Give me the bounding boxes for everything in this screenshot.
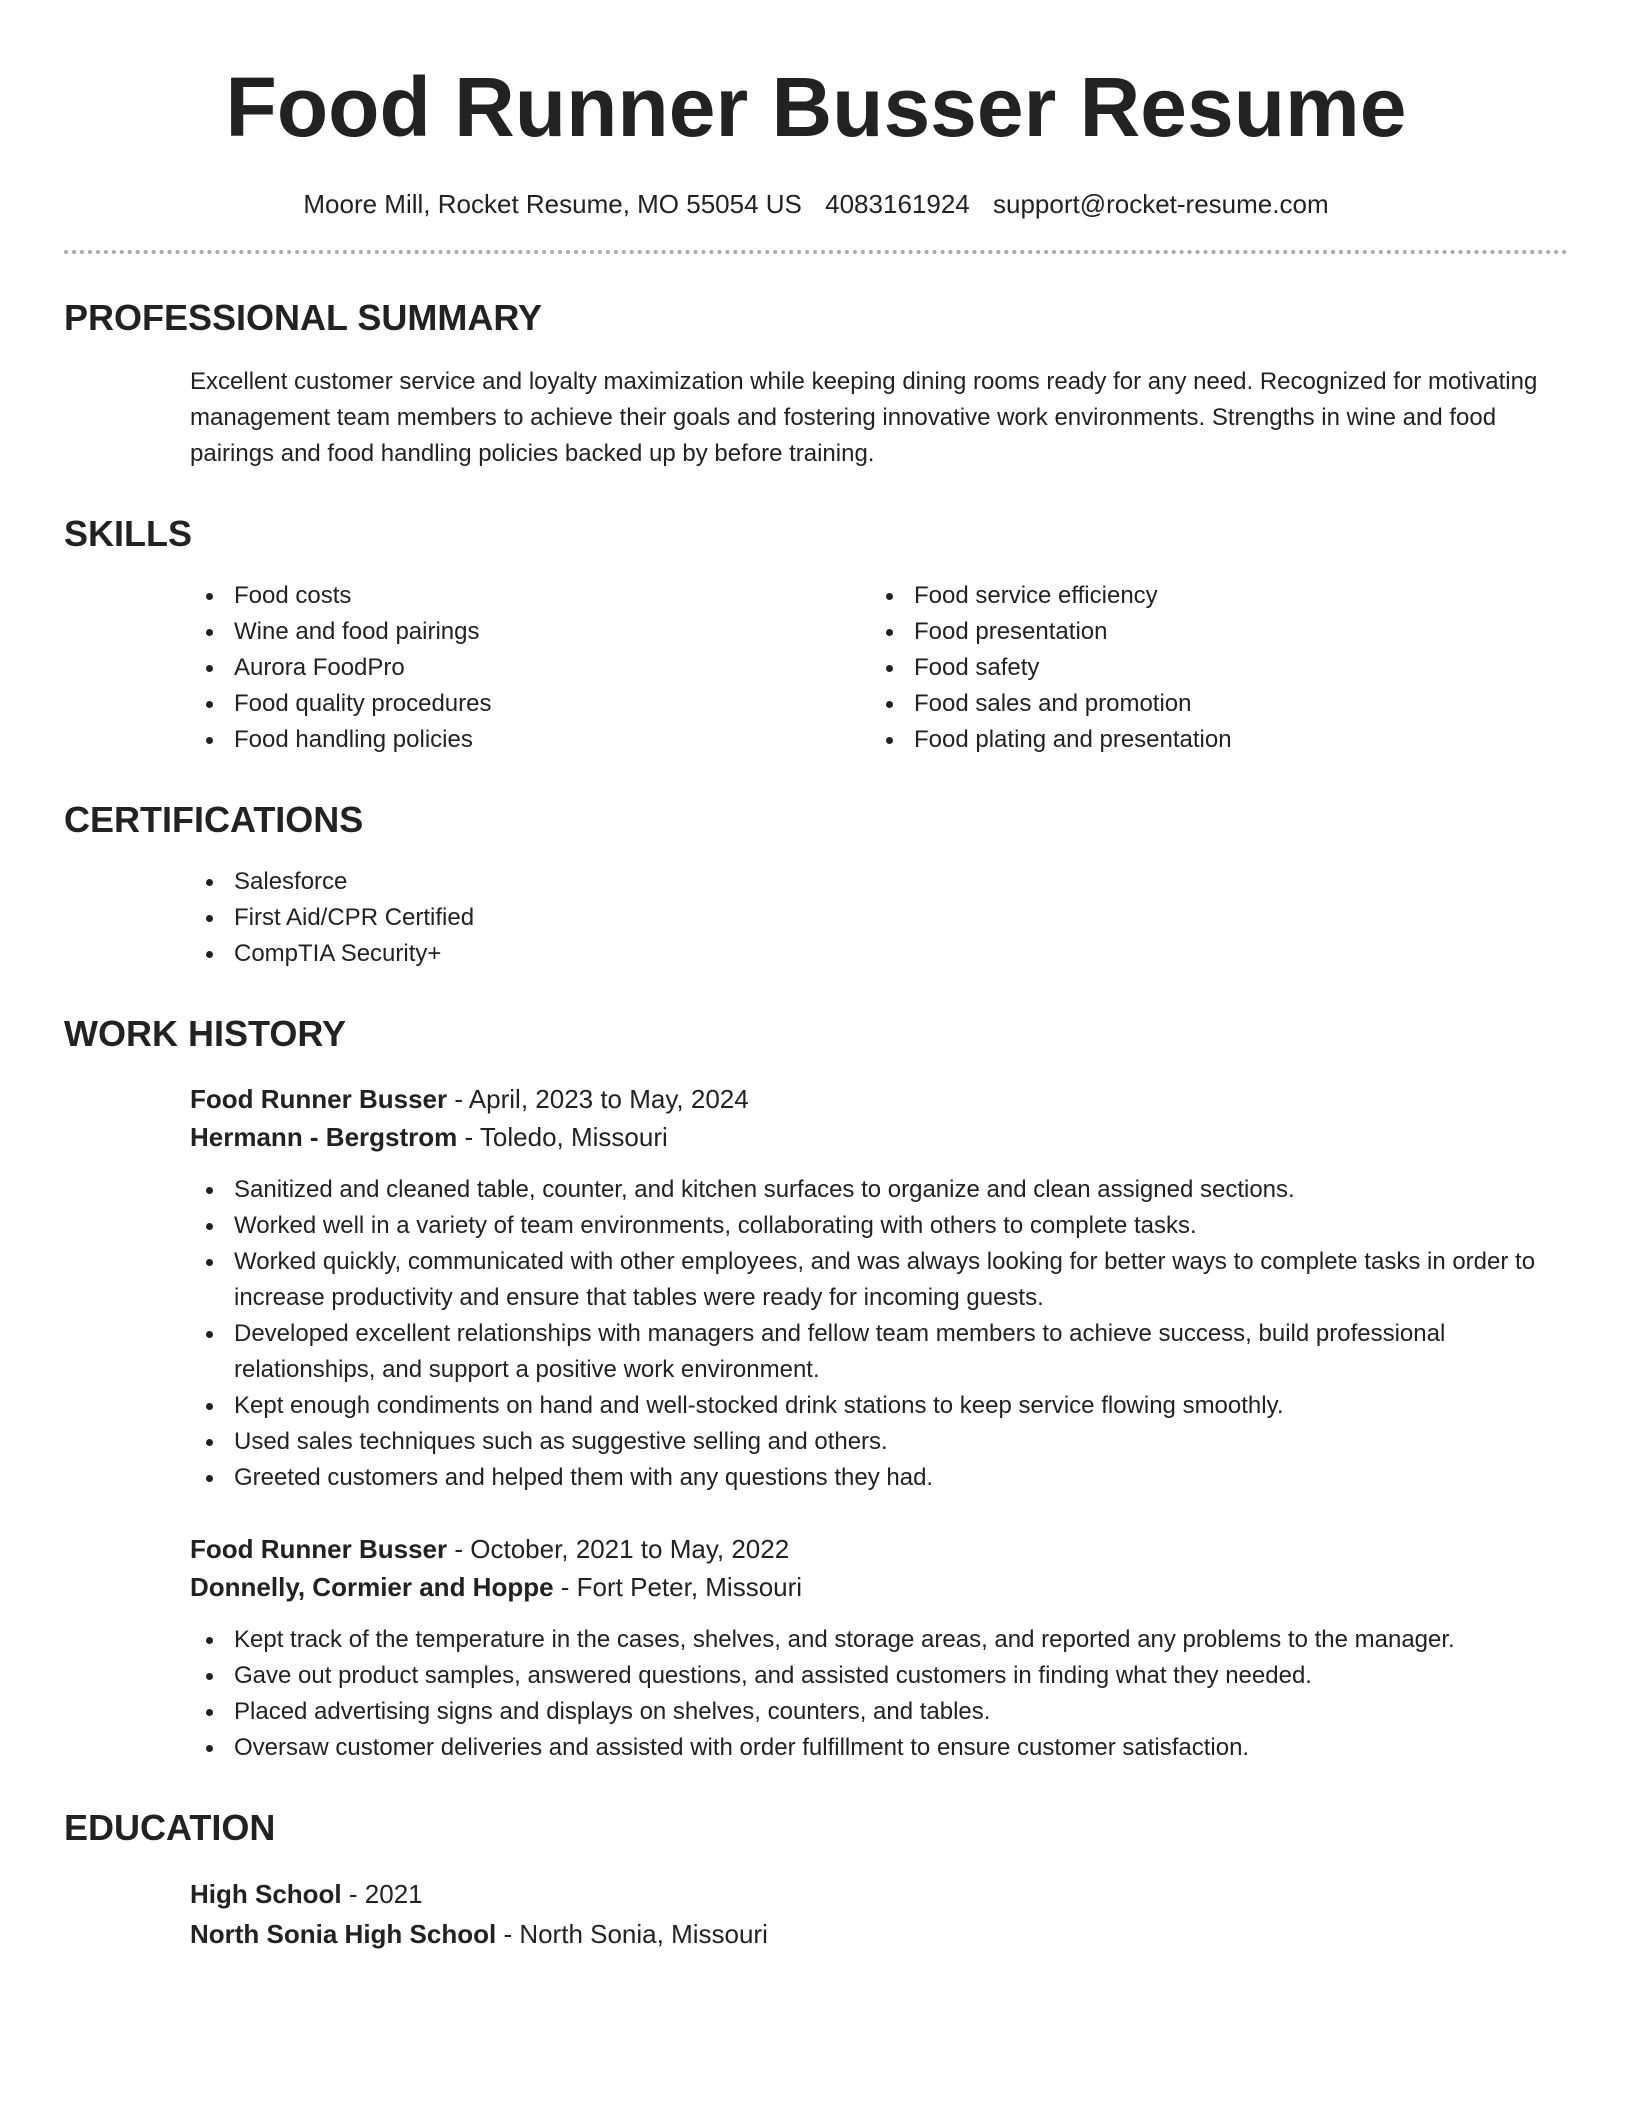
job-duty: Gave out product samples, answered questions, and assisted customers in finding what they needed. (190, 1658, 1568, 1694)
job-duty: Used sales techniques such as suggestive selling and others. (190, 1424, 1568, 1460)
certification-item: CompTIA Security+ (190, 936, 1568, 972)
skills-list-left (190, 578, 870, 758)
job-duties-list (190, 1622, 1568, 1766)
certifications-list (190, 864, 1568, 972)
certifications-heading: CERTIFICATIONS (64, 799, 364, 840)
job-duty: Greeted customers and helped them with any questions they had. (190, 1460, 1568, 1496)
job-duty: Worked quickly, communicated with other employees, and was always looking for better ways to complete tasks in order to increase productivity and ensure that tables were ready for incoming guests. (190, 1244, 1568, 1316)
skills-heading: SKILLS (64, 513, 193, 554)
job-company-line (190, 1118, 1568, 1156)
summary-section (64, 294, 1568, 472)
education-year: - 2021 (341, 1879, 423, 1909)
job-duty: Worked well in a variety of team environments, collaborating with others to complete tasks. (190, 1208, 1568, 1244)
education-entry (190, 1874, 1568, 1954)
job-duty: Kept track of the temperature in the cases, shelves, and storage areas, and reported any problems to the manager. (190, 1622, 1568, 1658)
resume-title: Food Runner Busser Resume (225, 60, 1407, 154)
summary-text: Excellent customer service and loyalty maximization while keeping dining rooms ready for any need. Recognized for motivating management team members to achieve their goals and fostering innovative work environments. Strengths in wine and food pairings and food handling policies backed up by before training. (190, 368, 1538, 467)
skill-item: Food presentation (870, 614, 1550, 650)
job-entry (190, 1530, 1568, 1766)
certification-item: Salesforce (190, 864, 1568, 900)
job-title: Food Runner Busser (190, 1084, 448, 1114)
education-school: North Sonia High School (190, 1919, 497, 1949)
skill-item: Wine and food pairings (190, 614, 870, 650)
job-company-line (190, 1568, 1568, 1606)
contact-email: support@rocket-resume.com (992, 189, 1329, 219)
summary-heading: PROFESSIONAL SUMMARY (64, 297, 543, 338)
job-title-line (190, 1080, 1568, 1118)
job-location: - Fort Peter, Missouri (553, 1572, 803, 1602)
job-title: Food Runner Busser (190, 1534, 448, 1564)
skill-item: Food plating and presentation (870, 722, 1550, 758)
skills-list-right (870, 578, 1550, 758)
job-duty: Oversaw customer deliveries and assisted with order fulfillment to ensure customer satisfaction. (190, 1730, 1568, 1766)
job-location: - Toledo, Missouri (457, 1122, 668, 1152)
contact-phone: 4083161924 (825, 189, 970, 219)
education-degree-line (190, 1874, 1568, 1914)
job-duty: Placed advertising signs and displays on shelves, counters, and tables. (190, 1694, 1568, 1730)
job-company: Donnelly, Cormier and Hoppe (190, 1572, 554, 1602)
job-dates: - April, 2023 to May, 2024 (447, 1084, 749, 1114)
work-history-section (64, 1010, 1568, 1766)
contact-address: Moore Mill, Rocket Resume, MO 55054 US (303, 189, 802, 219)
education-location: - North Sonia, Missouri (496, 1919, 768, 1949)
job-title-line (190, 1530, 1568, 1568)
job-duty: Developed excellent relationships with managers and fellow team members to achieve success, build professional relationships, and support a positive work environment. (190, 1316, 1568, 1388)
skill-item: Food safety (870, 650, 1550, 686)
skill-item: Aurora FoodPro (190, 650, 870, 686)
skill-item: Food costs (190, 578, 870, 614)
skill-item: Food service efficiency (870, 578, 1550, 614)
job-duties-list (190, 1172, 1568, 1496)
education-heading: EDUCATION (64, 1807, 276, 1848)
certification-item: First Aid/CPR Certified (190, 900, 1568, 936)
education-degree: High School (190, 1879, 342, 1909)
job-duty: Kept enough condiments on hand and well-stocked drink stations to keep service flowing smoothly. (190, 1388, 1568, 1424)
header-divider (64, 250, 1568, 254)
skill-item: Food sales and promotion (870, 686, 1550, 722)
job-company: Hermann - Bergstrom (190, 1122, 458, 1152)
job-dates: - October, 2021 to May, 2022 (447, 1534, 790, 1564)
job-duty: Sanitized and cleaned table, counter, and kitchen surfaces to organize and clean assigned sections. (190, 1172, 1568, 1208)
skill-item: Food handling policies (190, 722, 870, 758)
skills-grid (190, 578, 1568, 758)
work-history-heading: WORK HISTORY (64, 1013, 347, 1054)
skills-section (64, 510, 1568, 758)
job-entry (190, 1080, 1568, 1496)
certifications-section (64, 796, 1568, 972)
contact-line (64, 184, 1568, 224)
education-school-line (190, 1914, 1568, 1954)
skill-item: Food quality procedures (190, 686, 870, 722)
education-section (64, 1804, 1568, 1954)
